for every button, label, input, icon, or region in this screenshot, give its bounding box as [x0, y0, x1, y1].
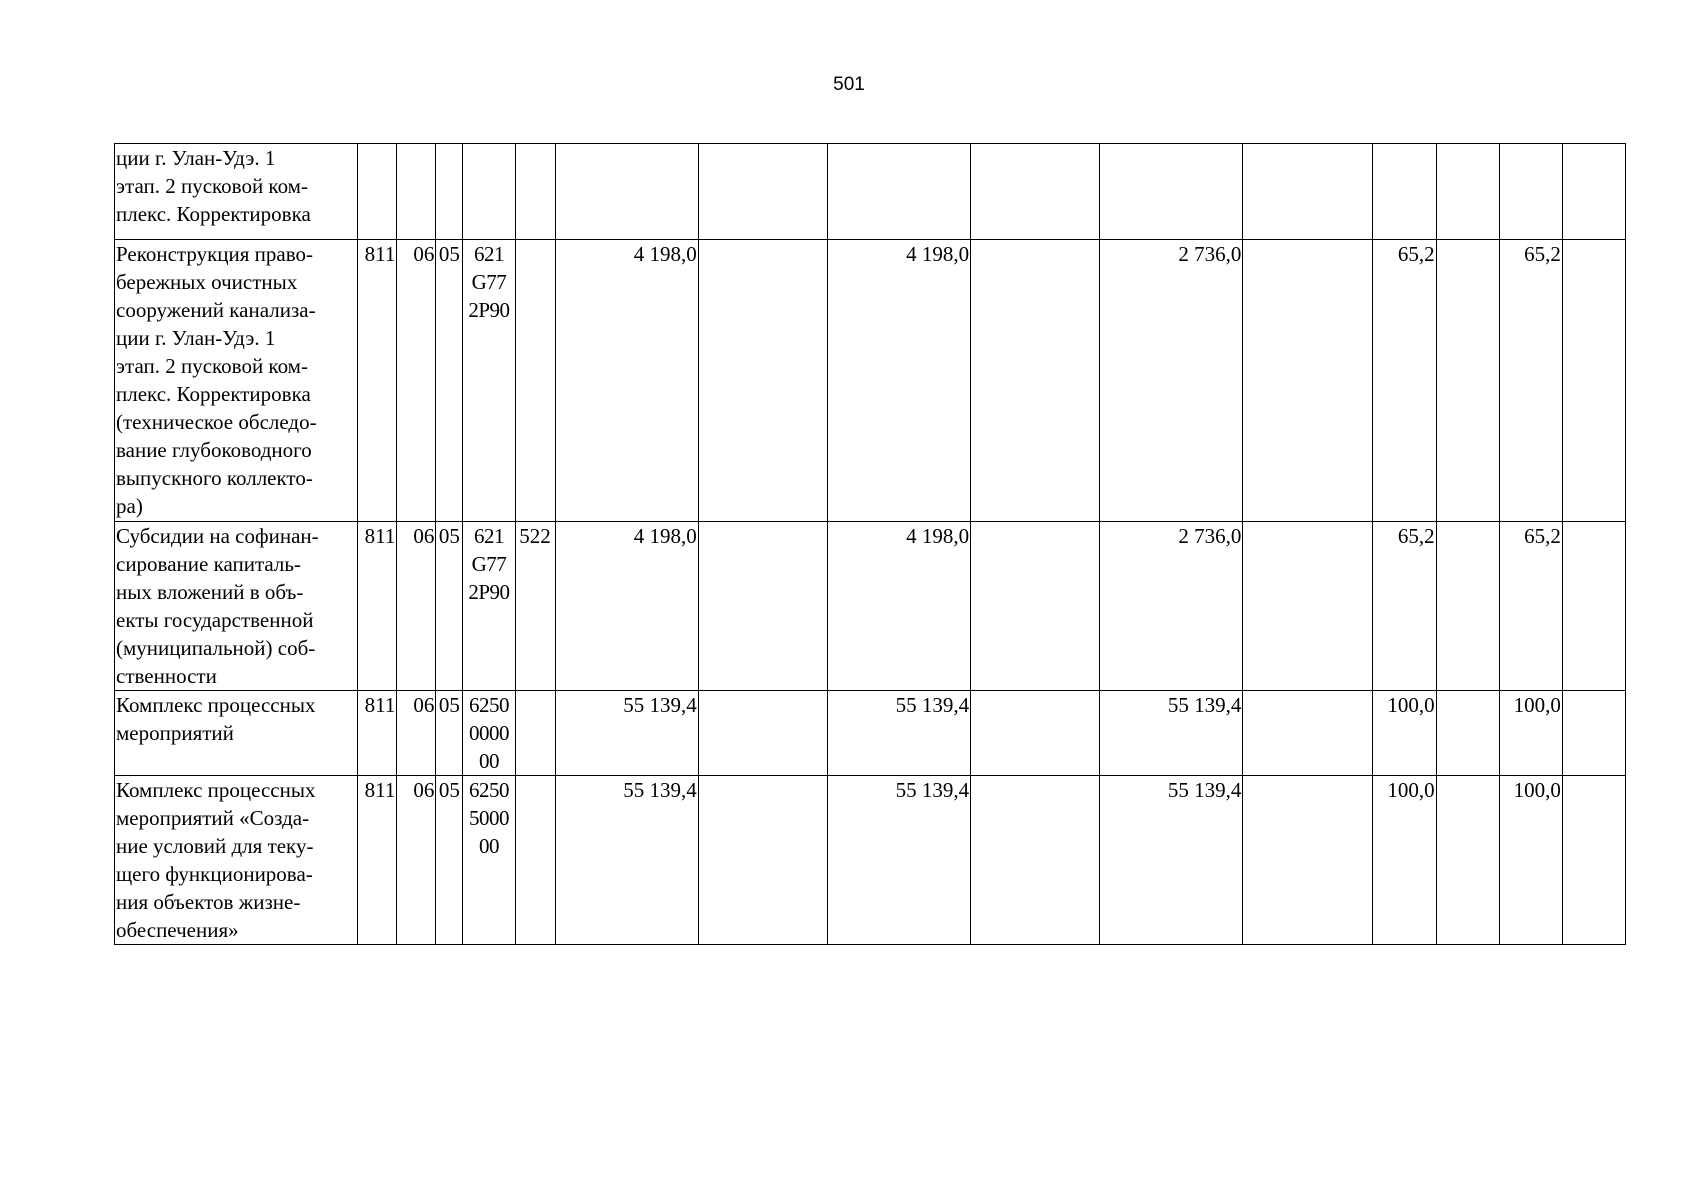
- page-number: 501: [833, 74, 865, 95]
- tselevaya-statya-cell: 621 G77 2P90: [463, 240, 515, 522]
- percent-cell: 100,0: [1499, 691, 1562, 776]
- amount-cell: [971, 691, 1100, 776]
- table-row: [115, 691, 1626, 776]
- amount-cell: 4 198,0: [827, 522, 970, 691]
- tselevaya-statya-cell: 6250 0000 00: [463, 691, 515, 776]
- ved-cell: 811: [358, 776, 397, 945]
- podrazdel-cell: [436, 144, 463, 240]
- amount-cell: 55 139,4: [1100, 776, 1243, 945]
- podrazdel-cell: 05: [436, 240, 463, 522]
- amount-cell: 55 139,4: [555, 691, 698, 776]
- amount-cell: [698, 240, 827, 522]
- percent-cell: 65,2: [1372, 522, 1436, 691]
- percent-cell: 100,0: [1499, 776, 1562, 945]
- amount-cell: 4 198,0: [555, 522, 698, 691]
- percent-cell: 65,2: [1499, 522, 1562, 691]
- amount-cell: [1100, 144, 1243, 240]
- vid-rashodov-cell: [515, 144, 555, 240]
- row-name-cell: Комплекс процессных мероприятий: [115, 691, 358, 776]
- percent-cell: [1436, 144, 1499, 240]
- vid-rashodov-cell: [515, 776, 555, 945]
- amount-cell: [555, 144, 698, 240]
- row-name-cell: ции г. Улан-Удэ. 1 этап. 2 пусковой ком- плекс. Корректировка: [115, 144, 358, 240]
- row-name-cell: Комплекс процессных мероприятий «Созда- ние условий для теку- щего функционирова- ния объектов жизне- обеспечения»: [115, 776, 358, 945]
- podrazdel-cell: 05: [436, 776, 463, 945]
- amount-cell: 55 139,4: [555, 776, 698, 945]
- amount-cell: 2 736,0: [1100, 522, 1243, 691]
- amount-cell: 55 139,4: [827, 691, 970, 776]
- amount-cell: [698, 144, 827, 240]
- amount-cell: [971, 144, 1100, 240]
- amount-cell: [971, 240, 1100, 522]
- vid-rashodov-cell: [515, 691, 555, 776]
- ved-cell: 811: [358, 240, 397, 522]
- amount-cell: [971, 776, 1100, 945]
- amount-cell: 4 198,0: [555, 240, 698, 522]
- percent-cell: 65,2: [1499, 240, 1562, 522]
- razdel-cell: [397, 144, 436, 240]
- amount-cell: [1243, 522, 1372, 691]
- percent-cell: [1436, 776, 1499, 945]
- amount-cell: [1243, 776, 1372, 945]
- table-row: [115, 776, 1626, 945]
- percent-cell: [1436, 240, 1499, 522]
- amount-cell: [1243, 240, 1372, 522]
- vid-rashodov-cell: 522: [515, 522, 555, 691]
- table-row: [115, 240, 1626, 522]
- tselevaya-statya-cell: [463, 144, 515, 240]
- tselevaya-statya-cell: 6250 5000 00: [463, 776, 515, 945]
- percent-cell: [1562, 691, 1625, 776]
- amount-cell: 4 198,0: [827, 240, 970, 522]
- podrazdel-cell: 05: [436, 522, 463, 691]
- amount-cell: 55 139,4: [827, 776, 970, 945]
- row-name-cell: Субсидии на софинан- сирование капиталь- ных вложений в объ- екты государственной (муниципальной) соб- ственности: [115, 522, 358, 691]
- percent-cell: [1562, 144, 1625, 240]
- amount-cell: [698, 776, 827, 945]
- percent-cell: [1436, 691, 1499, 776]
- razdel-cell: 06: [397, 691, 436, 776]
- percent-cell: [1436, 522, 1499, 691]
- amount-cell: [698, 522, 827, 691]
- percent-cell: 100,0: [1372, 776, 1436, 945]
- budget-table: [114, 143, 1626, 945]
- row-name-cell: Реконструкция право- бережных очистных сооружений канализа- ции г. Улан-Удэ. 1 этап. 2 пусковой ком- плекс. Корректировка (техническое обследо- вание глубоководного выпускного коллекто- ра): [115, 240, 358, 522]
- ved-cell: 811: [358, 691, 397, 776]
- tselevaya-statya-cell: 621 G77 2P90: [463, 522, 515, 691]
- table-row: [115, 522, 1626, 691]
- percent-cell: [1372, 144, 1436, 240]
- amount-cell: 2 736,0: [1100, 240, 1243, 522]
- amount-cell: [827, 144, 970, 240]
- razdel-cell: 06: [397, 240, 436, 522]
- amount-cell: [698, 691, 827, 776]
- amount-cell: [1243, 691, 1372, 776]
- percent-cell: [1499, 144, 1562, 240]
- percent-cell: [1562, 522, 1625, 691]
- percent-cell: 65,2: [1372, 240, 1436, 522]
- vid-rashodov-cell: [515, 240, 555, 522]
- amount-cell: 55 139,4: [1100, 691, 1243, 776]
- percent-cell: [1562, 240, 1625, 522]
- amount-cell: [971, 522, 1100, 691]
- percent-cell: [1562, 776, 1625, 945]
- table-row: [115, 144, 1626, 240]
- podrazdel-cell: 05: [436, 691, 463, 776]
- razdel-cell: 06: [397, 522, 436, 691]
- razdel-cell: 06: [397, 776, 436, 945]
- ved-cell: 811: [358, 522, 397, 691]
- amount-cell: [1243, 144, 1372, 240]
- ved-cell: [358, 144, 397, 240]
- percent-cell: 100,0: [1372, 691, 1436, 776]
